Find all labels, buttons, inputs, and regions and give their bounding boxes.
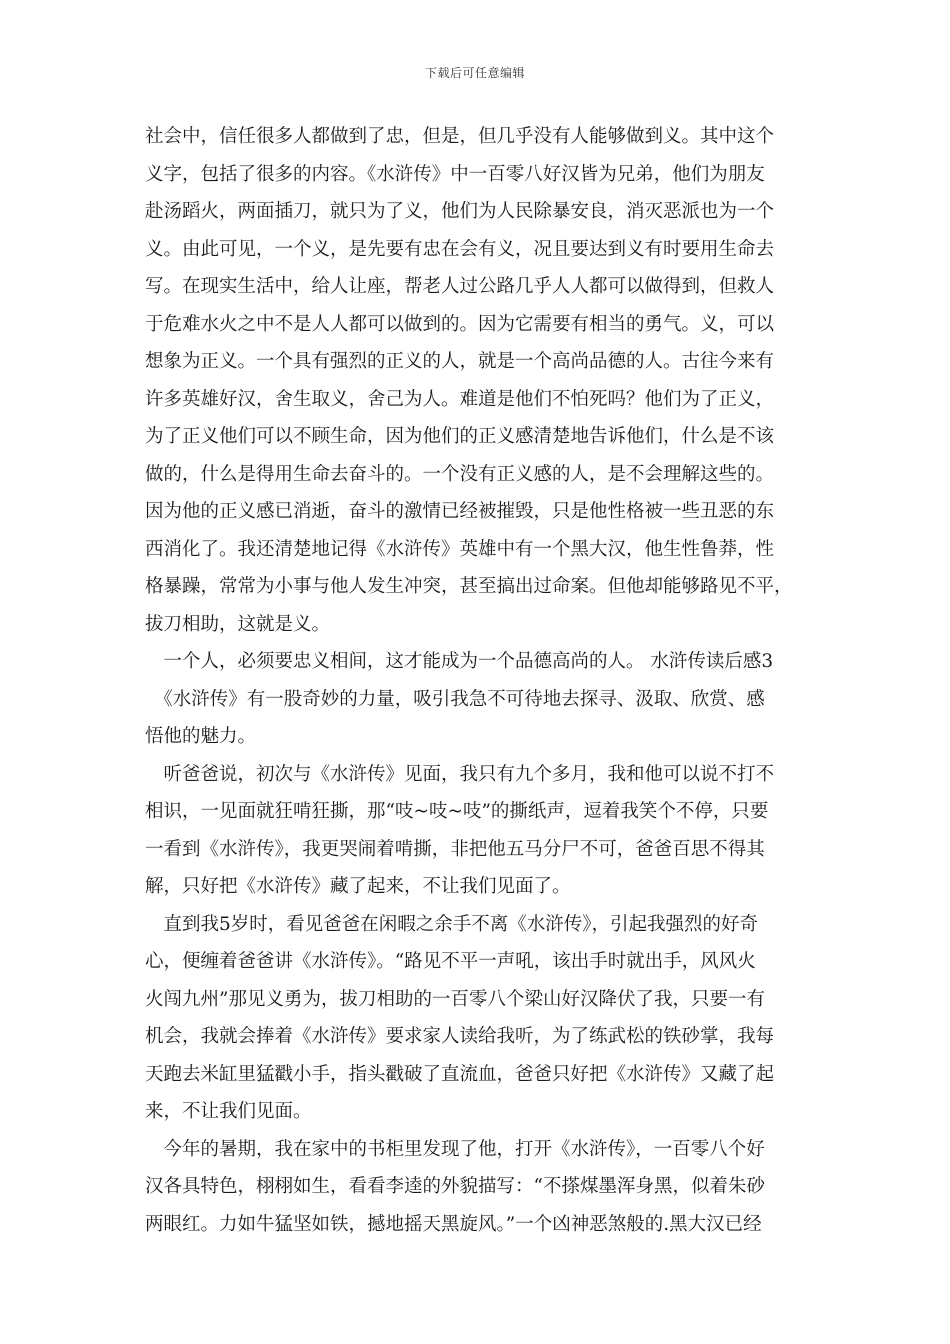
text-line: 赴汤蹈火，两面插刀，就只为了义，他们为人民除暴安良，消灭恶派也为一个 [145,201,775,222]
text-line: 两眼红。力如牛猛坚如铁，撼地摇天黑旋风。”一个凶神恶煞般的.黑大汉已经 [145,1213,762,1235]
text-line: 今年的暑期，我在家中的书柜里发现了他，打开《水浒传》，一百零八个好 [145,1138,765,1160]
text-line: 机会，我就会捧着《水浒传》要求家人读给我听，为了练武松的铁砂掌，我每 [145,1026,775,1047]
text-line: 一看到《水浒传》，我更哭闹着啃撕，非把他五马分尸不可，爸爸百思不得其 [145,838,765,860]
text-line: 天跑去米缸里猛戳小手，指头戳破了直流血，爸爸只好把《水浒传》又藏了起 [145,1063,775,1085]
text-line: 做的，什么是得用生命去奋斗的。一个没有正义感的人，是不会理解这些的。 [145,463,775,485]
text-line: 心，便缠着爸爸讲《水浒传》。“路见不平一声吼，该出手时就出手，风风火 [145,951,756,972]
text-line: 相识，一见面就狂啃狂撕，那“吱~吱~吱”的撕纸声，逗着我笑个不停，只要 [145,801,769,822]
text-line: 因为他的正义感已消逝，奋斗的激情已经被摧毁，只是他性格被一些丑恶的东 [145,501,775,522]
text-line: 直到我5岁时，看见爸爸在闲暇之余手不离《水浒传》，引起我强烈的好奇 [145,913,759,935]
document-body [145,118,810,1243]
text-line: 悟他的魅力。 [145,726,257,747]
text-line: 汉各具特色，栩栩如生，看看李逵的外貌描写：“不搽煤墨浑身黑，似着朱砂 [145,1176,765,1197]
text-line: 格暴躁，常常为小事与他人发生冲突，甚至搞出过命案。但他却能够路见不平， [145,576,793,597]
text-line: 拔刀相助，这就是义。 [145,613,331,635]
text-line: 一个人，必须要忠义相间，这才能成为一个品德高尚的人。 水浒传读后感3 [145,651,774,672]
text-line: 《水浒传》有一股奇妙的力量，吸引我急不可待地去探寻、汲取、欣赏、感 [145,688,765,710]
text-line: 解，只好把《水浒传》藏了起来，不让我们见面了。 [145,876,571,897]
text-line: 义字，包括了很多的内容。《水浒传》中一百零八好汉皆为兄弟，他们为朋友 [145,163,765,185]
text-line: 西消化了。我还清楚地记得《水浒传》英雄中有一个黑大汉，他生性鲁莽，性 [145,538,775,560]
text-line: 写。在现实生活中，给人让座，帮老人过公路几乎人人都可以做得到，但救人 [145,276,775,297]
page-header: 下载后可任意编辑 [424,66,525,80]
text-line: 为了正义他们可以不顾生命，因为他们的正义感清楚地告诉他们，什么是不该 [145,426,775,447]
text-line: 义。由此可见，一个义，是先要有忠在会有义，况且要达到义有时要用生命去 [145,238,775,260]
text-line: 许多英雄好汉，舍生取义，舍己为人。难道是他们不怕死吗？他们为了正义， [145,388,775,410]
text-line: 于危难水火之中不是人人都可以做到的。因为它需要有相当的勇气。义，可以 [145,313,775,335]
text-line: 火闯九州”那见义勇为，拔刀相助的一百零八个梁山好汉降伏了我，只要一有 [145,988,765,1010]
text-line: 听爸爸说，初次与《水浒传》见面，我只有九个多月，我和他可以说不打不 [145,763,775,785]
text-line: 社会中，信任很多人都做到了忠，但是，但几乎没有人能够做到义。其中这个 [145,126,775,147]
text-line: 想象为正义。一个具有强烈的正义的人，就是一个高尚品德的人。古往今来有 [145,351,775,372]
text-line: 来，不让我们见面。 [145,1101,312,1122]
